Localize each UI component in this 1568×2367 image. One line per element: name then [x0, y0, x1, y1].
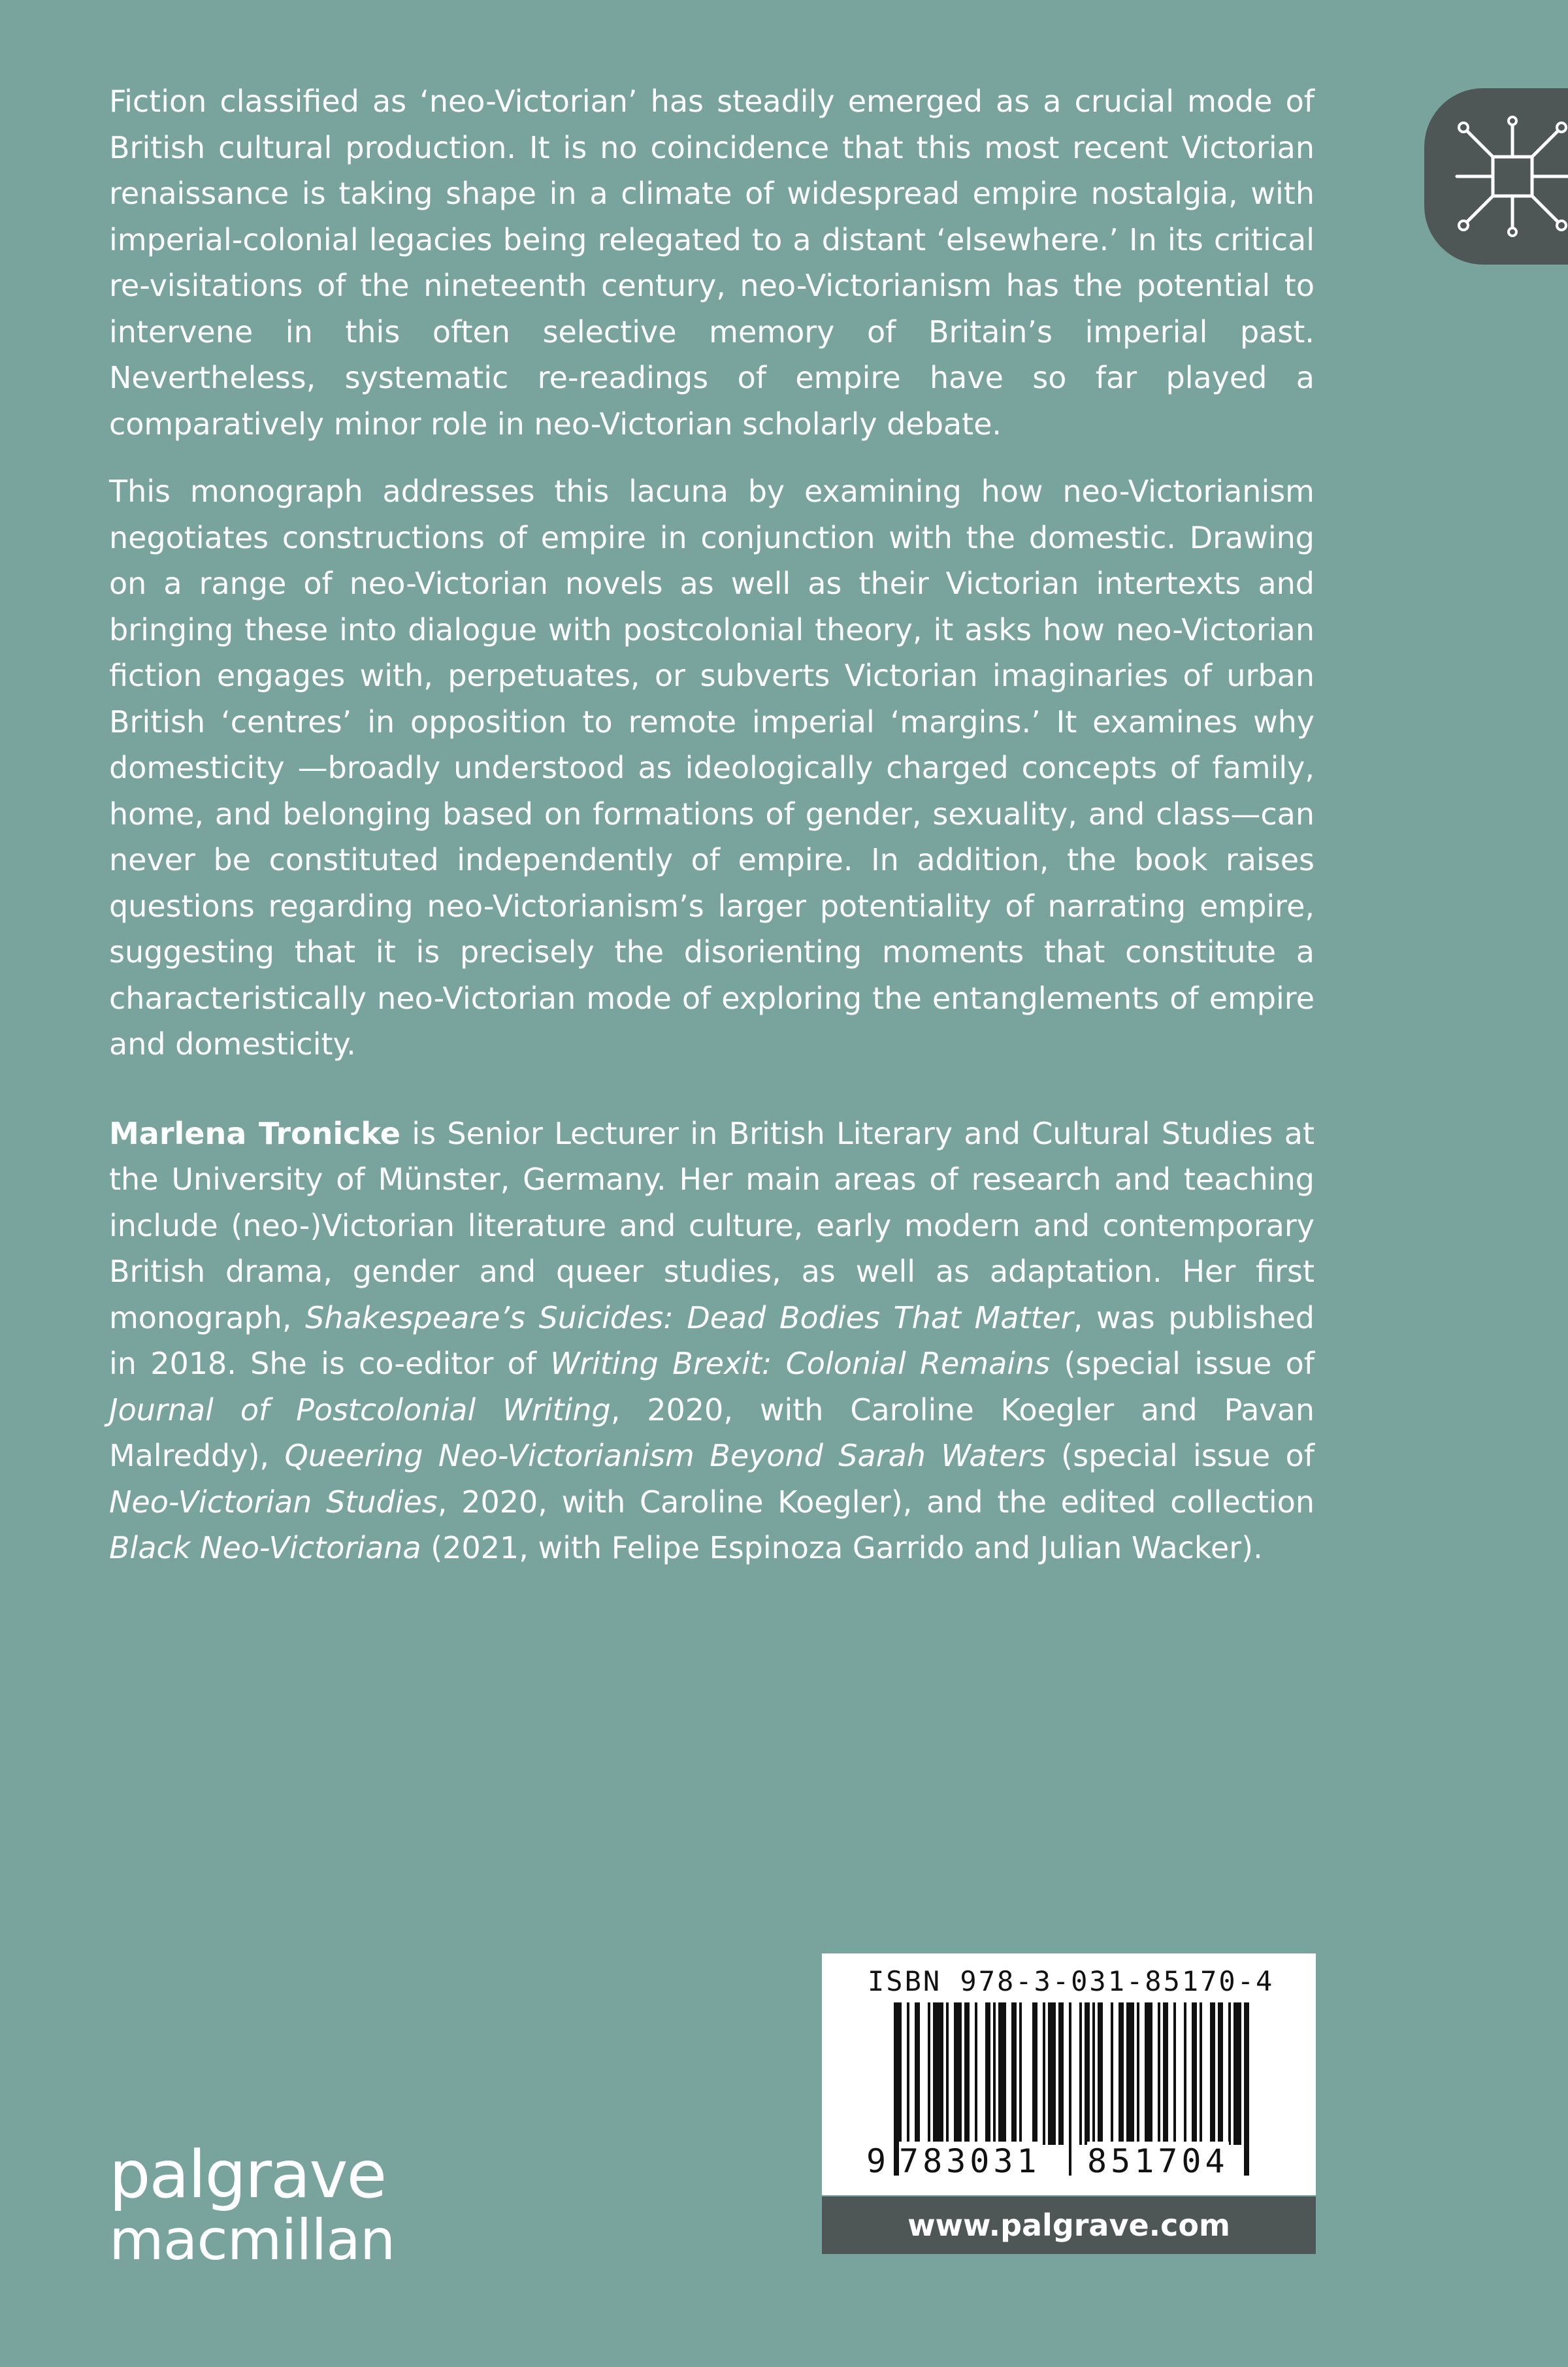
- barcode-bar: [1092, 2002, 1095, 2145]
- barcode-bar: [993, 2002, 996, 2145]
- bio-text-3: (special issue of: [1050, 1346, 1315, 1381]
- barcode-bar: [1158, 2002, 1160, 2145]
- publisher-logo-line2: macmillan: [109, 2208, 395, 2273]
- barcode-bar: [915, 2002, 920, 2145]
- isbn-label: ISBN 978-3-031-85170-4: [868, 1965, 1275, 1997]
- barcode-graphic: [822, 1953, 1316, 2195]
- bio-title-2: Writing Brexit: Colonial Remains: [550, 1346, 1051, 1381]
- barcode-bar: [998, 2002, 1006, 2145]
- bio-text-4: , 2020, with Caroline Koegler and Pavan Malreddy),: [109, 1392, 1315, 1473]
- bio-title-3: Journal of Postcolonial Writing: [109, 1392, 611, 1428]
- barcode-bar: [1244, 2002, 1249, 2176]
- barcode-bar: [1137, 2002, 1139, 2145]
- barcode-bar: [933, 2002, 943, 2145]
- bio-title-1: Shakespeare’s Suicides: Dead Bodies That Matter: [305, 1299, 1073, 1335]
- bio-title-6: Black Neo-Victoriana: [109, 1530, 421, 1565]
- bio-text-6: , 2020, with Caroline Koegler), and the edited collection: [437, 1484, 1315, 1520]
- bio-text-7: (2021, with Felipe Espinoza Garrido and Julian Wacker).: [421, 1530, 1263, 1565]
- blurb-paragraph-1: Fiction classified as ‘neo-Victorian’ has steadily emerged as a crucial mode of British cultural production. It is no coincidence that this most recent Victorian renaissance is taking shape in a climate of widespread empire nostalgia, with imperial-colonial legacies being relegated to a distant ‘elsewhere.’ In its critical re-visitations of the nineteenth century, neo-Victorianism has the potential to intervene in this often selective memory of Britain’s imperial past. Nevertheless, systematic re-readings of empire have so far played a comparatively minor role in neo-Victorian scholarly debate.: [109, 84, 1315, 442]
- bio-text-5: (special issue of: [1045, 1438, 1315, 1473]
- barcode-bar: [1145, 2002, 1152, 2145]
- blurb-paragraph-2: This monograph addresses this lacuna by examining how neo-Victorianism negotiates constructions of empire in conjunction with the domestic. Drawing on a range of neo-Victorian novels as well as their Victorian intertexts and bringing these into dialogue with postcolonial theory, it asks how neo-Victorian fiction engages with, perpetuates, or subverts Victorian imaginaries of urban British ‘centres’ in opposition to remote imperial ‘margins.’ It examines why domesticity —broadly understood as ideologically charged concepts of family, home, and belonging based on formations of gender, sexuality, and class—can never be constituted independently of empire. In addition, the book raises questions regarding neo-Victorianism’s larger potentiality of narrating empire, suggesting that it is precisely the disorienting moments that constitute a characteristically neo-Victorian mode of exploring the entanglements of empire and domesticity.: [109, 474, 1315, 1062]
- bio-title-4: Queering Neo-Victorianism Beyond Sarah Waters: [284, 1438, 1046, 1473]
- palgrave-spine-logo-icon: [1454, 114, 1568, 238]
- barcode-bar: [1085, 2002, 1090, 2145]
- publisher-url: www.palgrave.com: [822, 2196, 1316, 2254]
- isbn-barcode-box: [822, 1953, 1316, 2195]
- publisher-logo: [109, 2136, 395, 2273]
- barcode-bar: [946, 2002, 949, 2145]
- barcode-bar: [985, 2002, 990, 2145]
- back-cover-text: [109, 78, 1315, 1593]
- barcode-bar: [1098, 2002, 1103, 2145]
- barcode-bar: [1184, 2002, 1186, 2145]
- barcode-bar: [1200, 2002, 1202, 2145]
- barcode-bar: [1233, 2002, 1241, 2145]
- barcode-bar: [1119, 2002, 1124, 2145]
- barcode-bar: [1228, 2002, 1231, 2145]
- barcode-digits-right: 851704: [1087, 2142, 1229, 2180]
- bio-text-2: , was published in 2018. She is co-editor of: [109, 1299, 1315, 1381]
- barcode-bar: [1126, 2002, 1134, 2145]
- bio-title-5: Neo-Victorian Studies: [109, 1484, 438, 1520]
- barcode-bar: [1019, 2002, 1022, 2145]
- barcode-digits-left: 783031: [899, 2142, 1041, 2180]
- barcode-bar: [1032, 2002, 1037, 2145]
- spine-logo-tab: [1424, 88, 1568, 265]
- barcode-bar: [1011, 2002, 1017, 2145]
- barcode-bar: [1079, 2002, 1082, 2145]
- barcode-bar: [1043, 2002, 1045, 2145]
- barcode-bar: [1192, 2002, 1197, 2145]
- barcode-bar: [1218, 2002, 1223, 2145]
- barcode-bar: [928, 2002, 930, 2145]
- barcode-bar: [907, 2002, 909, 2145]
- barcode-bar: [1069, 2002, 1071, 2176]
- publisher-logo-line1: palgrave: [109, 2136, 386, 2213]
- barcode-bar: [1058, 2002, 1064, 2145]
- barcode-bar: [1048, 2002, 1056, 2145]
- barcode-bar: [954, 2002, 962, 2145]
- author-name: Marlena Tronicke: [109, 1115, 400, 1151]
- barcode-bar: [1210, 2002, 1215, 2145]
- barcode-bar: [975, 2002, 977, 2145]
- bio-text-1: is Senior Lecturer in British Literary and Cultural Studies at the University of Münster, Germany. Her main areas of research and teaching include (neo-)Victorian literature and culture, early modern and contemporary British drama, gender and queer studies, as well as adaptation. Her first monograph,: [109, 1115, 1315, 1335]
- barcode-digit-first: 9: [866, 2142, 887, 2180]
- barcode-bar: [1111, 2002, 1113, 2145]
- author-bio: [109, 1111, 1315, 1571]
- barcode-bar: [1173, 2002, 1176, 2145]
- barcode-bar: [964, 2002, 970, 2145]
- barcode-bar: [1163, 2002, 1168, 2145]
